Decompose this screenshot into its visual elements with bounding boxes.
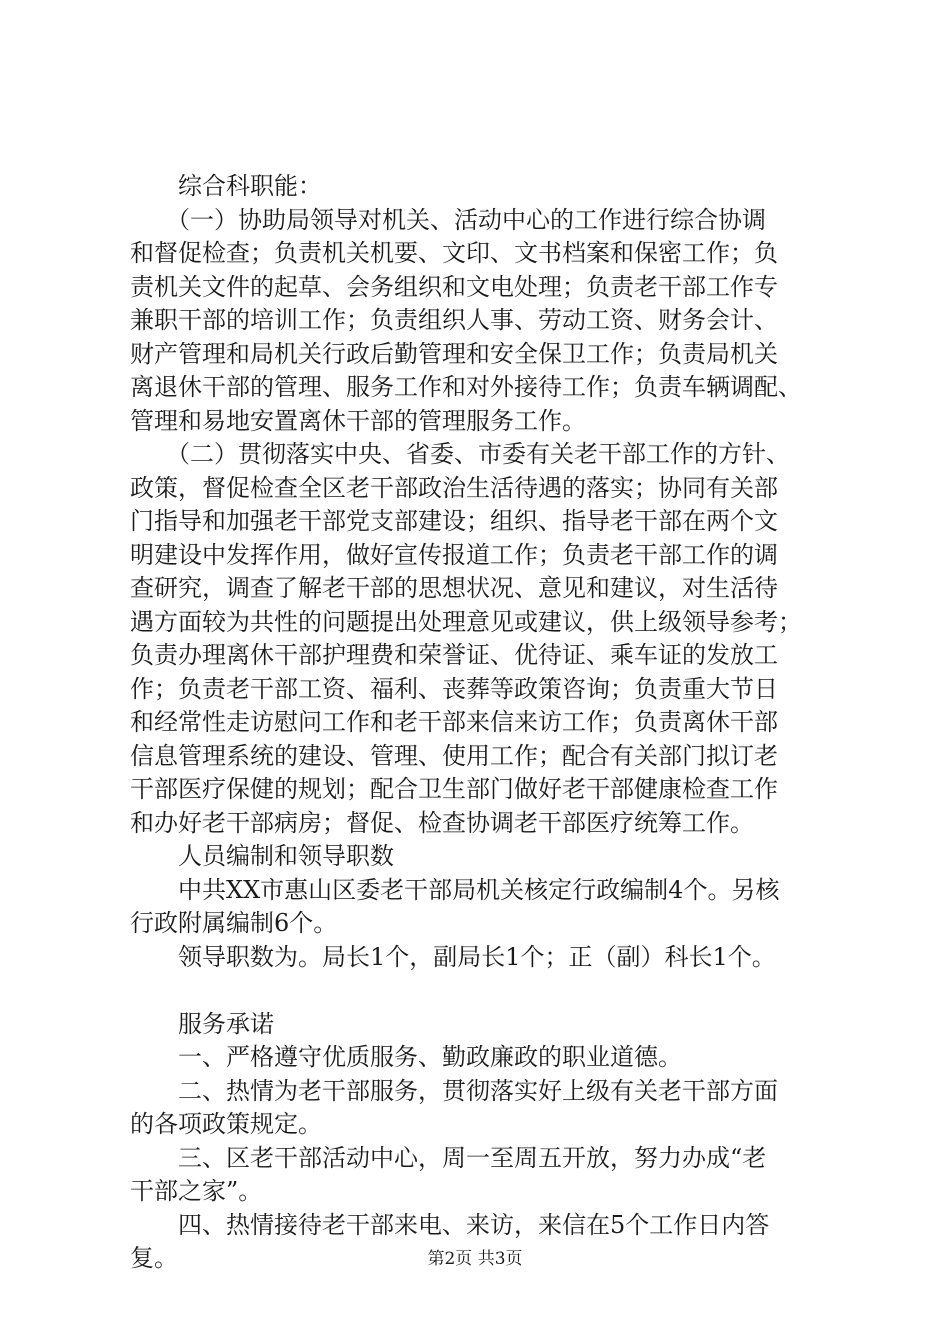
text-line: 查研究，调查了解老干部的思想状况、意见和建议，对生活待 <box>130 574 778 602</box>
text-line: （二）贯彻落实中央、省委、市委有关老干部工作的方针、 <box>130 440 790 468</box>
text-line: 负责办理离休干部护理费和荣誉证、优待证、乘车证的发放工 <box>130 641 778 669</box>
page-footer: 第2页 共3页 <box>427 1249 523 1269</box>
text-line: 和经常性走访慰问工作和老干部来信来访工作；负责离休干部 <box>130 708 778 736</box>
text-line: 兼职干部的培训工作；负责组织人事、劳动工资、财务会计、 <box>130 306 778 334</box>
text-line: 责机关文件的起草、会务组织和文电处理；负责老干部工作专 <box>130 272 778 301</box>
text-line: 四、热情接待老干部来电、来访，来信在5个工作日内答 <box>130 1210 770 1239</box>
text-line: 一、严格遵守优质服务、勤政廉政的职业道德。 <box>130 1043 682 1071</box>
text-line: 三、区老干部活动中心，周一至周五开放，努力办成“老 <box>130 1143 767 1172</box>
text-line: 管理和易地安置离休干部的管理服务工作。 <box>130 406 586 435</box>
text-line: 干部之家”。 <box>130 1177 263 1205</box>
text-line: 人员编制和领导职数 <box>130 842 394 870</box>
text-line: 服务承诺 <box>130 1009 274 1038</box>
text-line: 中共XX市惠山区委老干部局机关核定行政编制4个。另核 <box>130 875 780 904</box>
text-line: 离退休干部的管理、服务工作和对外接待工作；负责车辆调配、 <box>130 373 802 401</box>
text-line: 政策，督促检查全区老干部政治生活待遇的落实；协同有关部 <box>130 473 778 502</box>
text-line: 的各项政策规定。 <box>130 1110 322 1138</box>
text-line: 门指导和加强老干部党支部建设；组织、指导老干部在两个文 <box>130 507 778 535</box>
text-line: 和督促检查；负责机关机要、文印、文书档案和保密工作；负 <box>130 239 778 267</box>
text-line: 干部医疗保健的规划；配合卫生部门做好老干部健康检查工作 <box>130 775 778 803</box>
text-line: 明建设中发挥作用，做好宣传报道工作；负责老干部工作的调 <box>130 540 778 569</box>
text-line: 作；负责老干部工资、福利、丧葬等政策咨询；负责重大节日 <box>130 674 778 703</box>
text-line: 综合科职能： <box>130 172 322 200</box>
document-body <box>130 170 830 1276</box>
text-line: 二、热情为老干部服务，贯彻落实好上级有关老干部方面 <box>130 1076 778 1105</box>
text-line: 复。 <box>130 1244 178 1272</box>
blank-line <box>130 974 830 1008</box>
text-line: 和办好老干部病房；督促、检查协调老干部医疗统筹工作。 <box>130 808 754 837</box>
text-line: 信息管理系统的建设、管理、使用工作；配合有关部门拟订老 <box>130 741 778 770</box>
text-line: 遇方面较为共性的问题提出处理意见或建议，供上级领导参考； <box>130 607 802 636</box>
text-line: （一）协助局领导对机关、活动中心的工作进行综合协调 <box>130 205 766 234</box>
text-line: 领导职数为。局长1个，副局长1个；正（副）科长1个。 <box>130 942 776 971</box>
text-line: 财产管理和局机关行政后勤管理和安全保卫工作；负责局机关 <box>130 339 778 368</box>
text-line: 行政附属编制6个。 <box>130 909 338 937</box>
